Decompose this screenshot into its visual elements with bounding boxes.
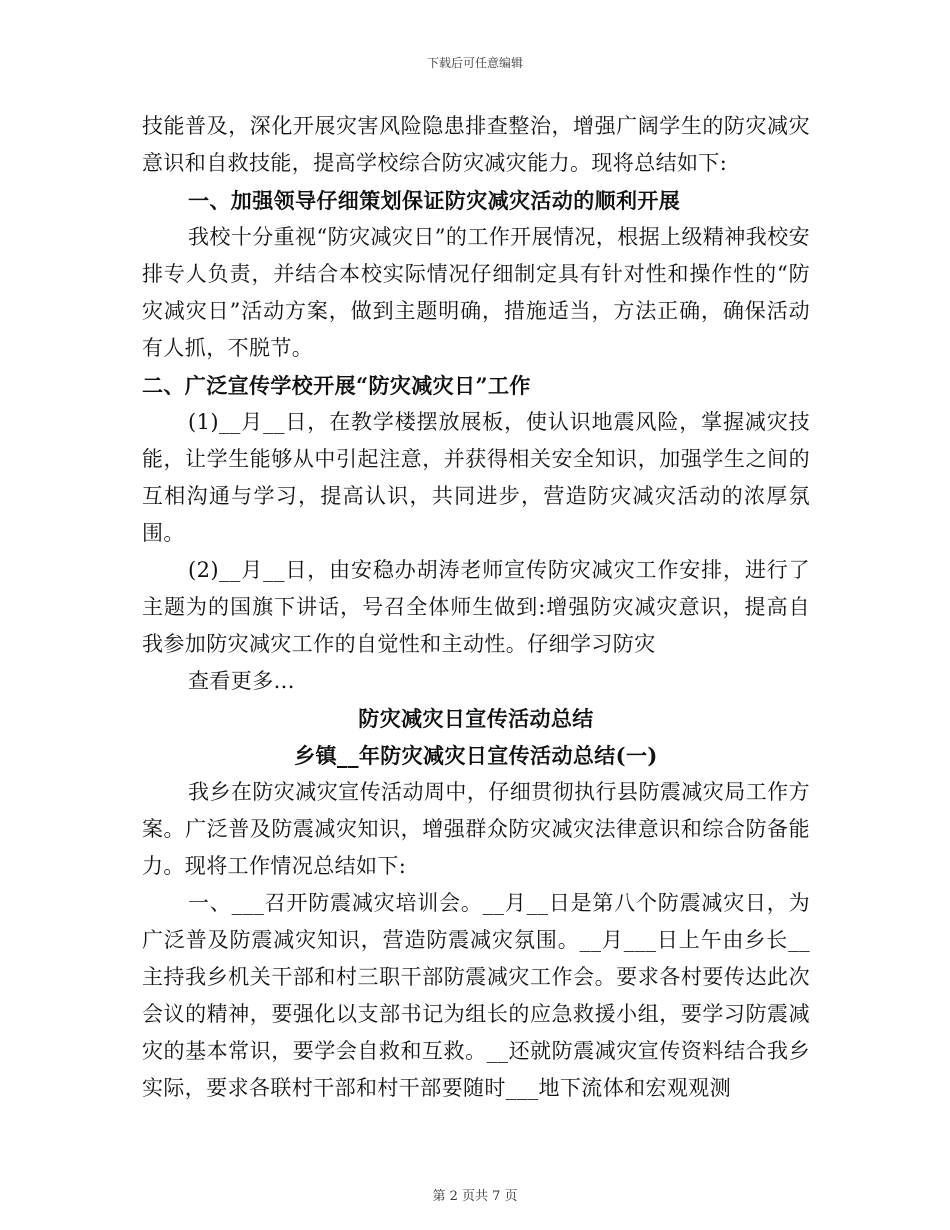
paragraph-training: 一、___召开防震减灾培训会。__月__日是第八个防震减灾日，为广泛普及防震减灾知识，营造防震减灾氛围。__月___日上午由乡长__主持我乡机关干部和村三职干部防震减灾工作会。要求各村要传达此次会议的精神，要强化以支部书记为组长的应急救援小组，要学习防震减灾的基本常识，要学会自救和互救。__还就防震减灾宣传资料结合我乡实际，要求各联村干部和村干部要随时___地下流体和宏观观测 <box>142 891 810 1100</box>
document-subtitle: 乡镇__年防灾减灾日宣传活动总结(一) <box>294 743 658 768</box>
paragraph-item-2: (2)__月__日，由安稳办胡涛老师宣传防灾减灾工作安排，进行了主题为的国旗下讲话，号召全体师生做到:增强防灾减灾意识，提高自我参加防灾减灾工作的自觉性和主动性。仔细学习防灾 <box>142 558 810 656</box>
view-more-link[interactable]: 查看更多... <box>188 669 295 693</box>
document-body <box>142 108 810 1107</box>
paragraph-intro: 技能普及，深化开展灾害风险隐患排查整治，增强广阔学生的防灾减灾意识和自救技能，提高学校综合防灾减灾能力。现将总结如下: <box>142 114 810 175</box>
paragraph-township-intro: 我乡在防灾减灾宣传活动周中，仔细贯彻执行县防震减灾局工作方案。广泛普及防震减灾知识，增强群众防灾减灾法律意识和综合防备能力。现将工作情况总结如下: <box>142 780 810 878</box>
paragraph-item-1: (1)__月__日，在教学楼摆放展板，使认识地震风险，掌握减灾技能，让学生能够从中引起注意，并获得相关安全知识，加强学生之间的互相沟通与学习，提高认识，共同进步，营造防灾减灾活动的浓厚氛围。 <box>142 410 810 545</box>
page-header: 下载后可任意编辑 <box>426 56 523 70</box>
document-title: 防灾减灾日宣传活动总结 <box>358 706 594 731</box>
paragraph-leadership: 我校十分重视“防灾减灾日”的工作开展情况，根据上级精神我校安排专人负责，并结合本校实际情况仔细制定具有针对性和操作性的“防灾减灾日”活动方案，做到主题明确，措施适当，方法正确，确保活动有人抓，不脱节。 <box>142 225 810 360</box>
page-footer: 第 2 页共 7 页 <box>432 1189 518 1204</box>
section-heading-2: 二、广泛宣传学校开展“防灾减灾日”工作 <box>142 373 531 398</box>
section-heading-1: 一、加强领导仔细策划保证防灾减灾活动的顺利开展 <box>188 188 681 213</box>
